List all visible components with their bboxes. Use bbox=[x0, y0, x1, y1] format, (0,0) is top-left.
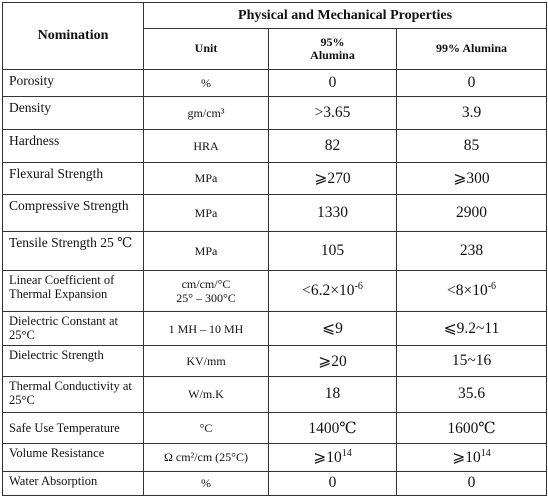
alumina-99-header: 99% Alumina bbox=[397, 29, 547, 69]
row-unit: HRA bbox=[144, 130, 269, 162]
table-row bbox=[3, 130, 547, 162]
value-95: 1330 bbox=[269, 194, 397, 231]
row-unit: °C bbox=[144, 413, 269, 444]
table-row bbox=[3, 232, 547, 270]
table-row bbox=[3, 444, 547, 471]
value-99: 85 bbox=[397, 130, 547, 162]
row-name: Compressive Strength bbox=[3, 194, 144, 231]
value-99-base: <8×10 bbox=[446, 281, 488, 299]
value-95 bbox=[269, 444, 397, 471]
value-95: 105 bbox=[269, 232, 397, 270]
value-99: ⩾300 bbox=[397, 162, 547, 194]
value-99: 35.6 bbox=[397, 376, 547, 412]
row-name: Dielectric Strength bbox=[3, 346, 144, 376]
row-name: Density bbox=[3, 96, 144, 129]
value-99-exponent: 14 bbox=[480, 447, 491, 459]
value-95: ⩽9 bbox=[269, 312, 397, 346]
table-row bbox=[3, 471, 547, 495]
row-name: Tensile Strength 25 ℃ bbox=[3, 232, 144, 270]
unit-header: Unit bbox=[144, 29, 269, 69]
row-name: Hardness bbox=[3, 130, 144, 162]
row-name: Volume Resistance bbox=[3, 444, 144, 471]
row-unit: KV/mm bbox=[144, 346, 269, 376]
table-row bbox=[3, 413, 547, 444]
value-95-base: <6.2×10 bbox=[302, 281, 355, 299]
value-99: 1600℃ bbox=[397, 413, 547, 444]
value-99 bbox=[397, 270, 547, 311]
table-row bbox=[3, 270, 547, 311]
value-99: 3.9 bbox=[397, 96, 547, 129]
table-row bbox=[3, 96, 547, 129]
value-95: 1400℃ bbox=[269, 413, 397, 444]
table-row bbox=[3, 376, 547, 412]
row-name: Linear Coefficient of Thermal Expansion bbox=[3, 270, 144, 311]
table-row bbox=[3, 69, 547, 96]
value-95-base: ⩾10 bbox=[313, 448, 342, 466]
value-99: 2900 bbox=[397, 194, 547, 231]
value-99: 238 bbox=[397, 232, 547, 270]
value-95: ⩾20 bbox=[269, 346, 397, 376]
value-95: ⩾270 bbox=[269, 162, 397, 194]
properties-group-header: Physical and Mechanical Properties bbox=[144, 3, 547, 29]
value-95: 18 bbox=[269, 376, 397, 412]
row-name: Water Absorption bbox=[3, 471, 144, 495]
value-99: ⩽9.2~11 bbox=[397, 312, 547, 346]
value-99: 0 bbox=[397, 69, 547, 96]
row-unit: 1 MH – 10 MH bbox=[144, 312, 269, 346]
value-95: 82 bbox=[269, 130, 397, 162]
row-unit: MPa bbox=[144, 194, 269, 231]
value-95: 0 bbox=[269, 69, 397, 96]
row-unit: MPa bbox=[144, 162, 269, 194]
value-95: 0 bbox=[269, 471, 397, 495]
row-name: Thermal Conductivity at 25°C bbox=[3, 376, 144, 412]
row-name: Safe Use Temperature bbox=[3, 413, 144, 444]
row-unit: Ω cm²/cm (25°C) bbox=[144, 444, 269, 471]
value-99-base: ⩾10 bbox=[452, 448, 481, 466]
value-95: >3.65 bbox=[269, 96, 397, 129]
row-unit: MPa bbox=[144, 232, 269, 270]
row-unit: % bbox=[144, 69, 269, 96]
row-name: Dielectric Constant at 25°C bbox=[3, 312, 144, 346]
value-99-exponent: -6 bbox=[487, 280, 497, 292]
value-99: 15~16 bbox=[397, 346, 547, 376]
row-unit: gm/cm³ bbox=[144, 96, 269, 129]
row-name: Flexural Strength bbox=[3, 162, 144, 194]
table-row bbox=[3, 312, 547, 346]
properties-table bbox=[2, 2, 547, 496]
value-99 bbox=[397, 444, 547, 471]
table-row bbox=[3, 194, 547, 231]
value-95-exponent: -6 bbox=[354, 280, 363, 292]
value-99: 0 bbox=[397, 471, 547, 495]
row-unit: % bbox=[144, 471, 269, 495]
value-95-exponent: 14 bbox=[341, 447, 352, 459]
table-row bbox=[3, 162, 547, 194]
alumina-95-header: 95% Alumina bbox=[269, 29, 397, 69]
value-95 bbox=[269, 270, 397, 311]
table-row bbox=[3, 346, 547, 376]
row-unit: W/m.K bbox=[144, 376, 269, 412]
row-name: Porosity bbox=[3, 69, 144, 96]
row-unit: cm/cm/°C 25° – 300°C bbox=[144, 270, 269, 311]
nomination-header: Nomination bbox=[3, 3, 144, 70]
